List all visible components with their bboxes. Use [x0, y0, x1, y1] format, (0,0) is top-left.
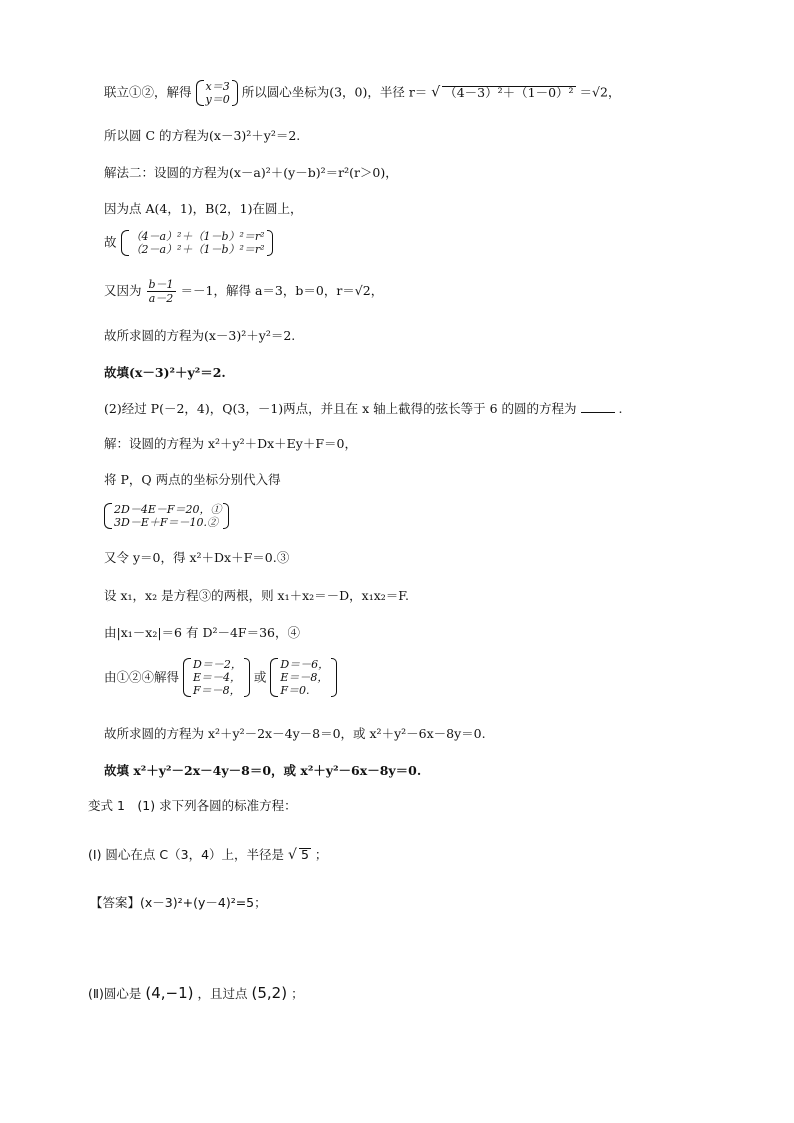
solution-line-7: 故所求圆的方程为(x－3)²＋y²＝2.: [104, 328, 296, 343]
question-2: (2)经过 P(－2，4)，Q(3，－1)两点，并且在 x 轴上截得的弦长等于 6 的圆的方程为 .: [104, 401, 623, 416]
radical: （4－3）²＋（1－0）²: [444, 84, 574, 100]
equation-system: D＝－6， E＝－8， F＝0.: [270, 658, 337, 697]
text: ＝－1，解得 a＝3，b＝0，r＝√2，: [180, 283, 384, 298]
sub-question-2: (Ⅱ)圆心是 (4,−1) ，且过点 (5,2) ；: [88, 984, 304, 1002]
text: 故: [104, 234, 117, 250]
answer-line-1: 故填(x－3)²＋y²＝2.: [104, 365, 226, 380]
question-text: (2)经过 P(－2，4)，Q(3，－1)两点，并且在 x 轴上截得的弦长等于 6 的圆的方程为: [104, 401, 577, 416]
text: ＝√2，: [579, 84, 621, 100]
solution-line-15: 由|x₁－x₂|＝6 有 D²－4F＝36，④: [104, 625, 301, 640]
radical: 5: [300, 847, 309, 862]
text: 所以圆心坐标为(3，0)，半径 r＝: [241, 84, 428, 100]
solution-line-12: [104, 503, 229, 529]
solution-line-5: [104, 230, 273, 256]
solution-line-6: [104, 279, 383, 304]
answer-blank: [581, 402, 615, 413]
solution-line-11: 将 P，Q 两点的坐标分别代入得: [104, 472, 281, 487]
equation-system: （4－a）²＋（1－b）²＝r² （2－a）²＋（1－b）²＝r²: [121, 230, 273, 256]
solution-line-2: 所以圆 C 的方程为(x－3)²＋y²＝2.: [104, 128, 301, 143]
solution-line-14: 设 x₁，x₂ 是方程③的两根，则 x₁＋x₂＝－D，x₁x₂＝F.: [104, 588, 410, 603]
solution-line-3: 解法二：设圆的方程为(x－a)²＋(y－b)²＝r²(r＞0)，: [104, 165, 398, 180]
solution-line-10: 解：设圆的方程为 x²＋y²＋Dx＋Ey＋F＝0，: [104, 436, 357, 451]
variant-heading: 变式 1 (1) 求下列各圆的标准方程：: [88, 798, 297, 813]
text: 由①②④解得: [104, 669, 180, 685]
solution-line-13: 又令 y＝0，得 x²＋Dx＋F＝0.③: [104, 550, 290, 565]
solution-line-1: 联立①②，解得 x＝3 y＝0 所以圆心坐标为(3，0)，半径 r＝ √ （4－3）²＋（1－0）² ＝√2，: [104, 80, 621, 106]
fraction: $\frac{b-1}{a-2}$: [148, 278, 174, 305]
sub-question-1: (Ⅰ) 圆心在点 C（3，4）上，半径是 √ 5 ；: [88, 847, 328, 863]
equation-system: D＝－2， E＝－4， F＝－8，: [183, 658, 250, 697]
text: 联立①②，解得: [104, 84, 192, 100]
solution-line-16: [104, 658, 337, 697]
solution-line-4: 因为点 A(4，1)，B(2，1)在圆上，: [104, 201, 303, 216]
solution-line-17: 故所求圆的方程为 x²＋y²－2x－4y－8＝0，或 x²＋y²－6x－8y＝0.: [104, 726, 486, 741]
equation-system: x＝3 y＝0: [196, 80, 238, 106]
equation-system: 2D－4E－F＝20，① 3D－E＋F＝－10.②: [104, 503, 229, 529]
text: 或: [253, 669, 267, 685]
text: 又因为: [104, 283, 142, 298]
answer-label: 【答案】(x－3)²+(y－4)²=5；: [90, 895, 267, 910]
answer-line-2: 故填 x²＋y²－2x－4y－8＝0，或 x²＋y²－6x－8y＝0.: [104, 763, 422, 778]
